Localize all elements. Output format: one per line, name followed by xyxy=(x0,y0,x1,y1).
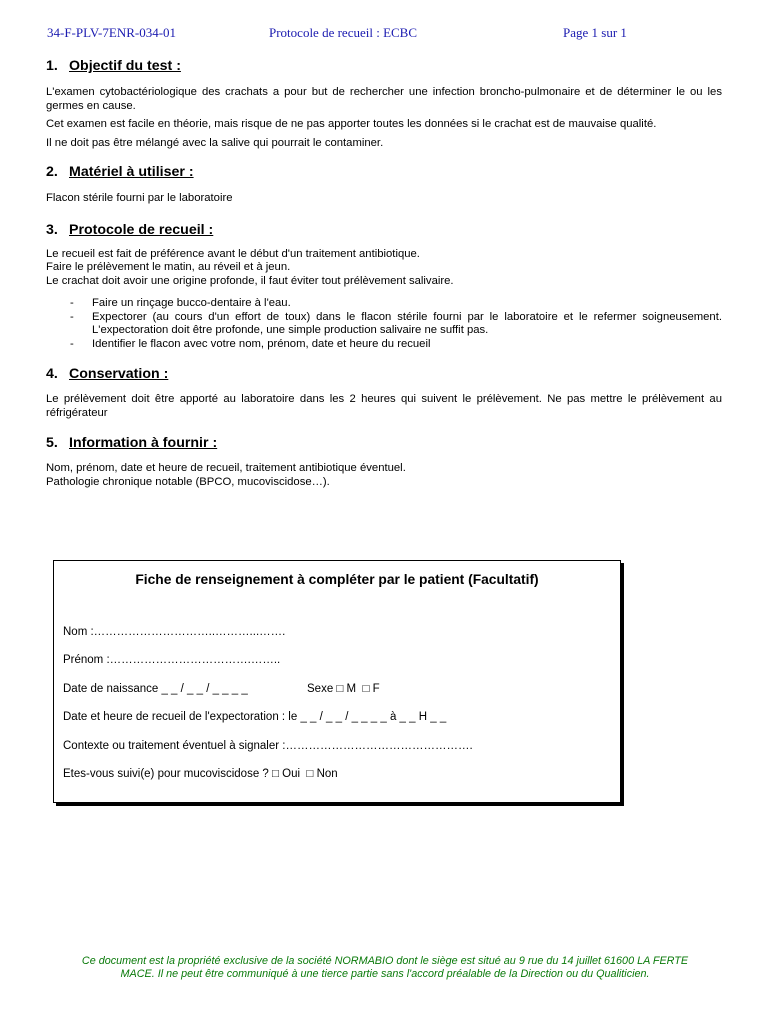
list-item-text: Faire un rinçage bucco-dentaire à l'eau. xyxy=(92,297,291,309)
section-number: 3. xyxy=(46,221,58,238)
footer-line: MACE. Il ne peut être communiqué à une tierce partie sans l'accord préalable de la Direction ou du Qualiticien. xyxy=(120,967,650,980)
section-number: 2. xyxy=(46,164,58,180)
section-heading-information xyxy=(46,435,722,452)
section-heading-protocole xyxy=(46,222,722,239)
section-heading-materiel xyxy=(46,164,722,181)
list-item-text: Identifier le flacon avec votre nom, prénom, date et heure du recueil xyxy=(92,337,431,350)
sex-checkboxes[interactable]: Sexe □ M □ F xyxy=(307,683,380,695)
context-field[interactable]: Contexte ou traitement éventuel à signaler :…………………………………………. xyxy=(63,740,473,752)
page-header xyxy=(0,26,768,42)
form-title: Fiche de renseignement à compléter par le patient (Facultatif) xyxy=(135,572,539,587)
list-item-text: Expectorer (au cours d'un effort de toux) dans le flacon stérile fourni par le laboratoire et le refermer soigneusement. L'expectoration doit être profonde, une simple production salivaire ne suffit pas. xyxy=(92,310,722,336)
first-name-field[interactable]: Prénom :……………………………….…….. xyxy=(63,654,281,666)
footer-line: Ce document est la propriété exclusive de la société NORMABIO dont le siège est situé au 9 rue du 14 juillet 61600 LA FERTE xyxy=(81,955,689,967)
paragraph-line: Faire le prélèvement le matin, au réveil et à jeun. xyxy=(46,261,291,273)
name-field[interactable]: Nom :…………………………..………...……. xyxy=(63,626,286,638)
birth-date-field[interactable]: Date de naissance _ _ / _ _ / _ _ _ _ xyxy=(63,683,248,695)
section-heading-conservation xyxy=(46,366,722,383)
document-title: Protocole de recueil : ECBC xyxy=(269,25,418,40)
section-title: Information à fournir : xyxy=(69,435,218,451)
paragraph-line: Pathologie chronique notable (BPCO, mucoviscidose…). xyxy=(46,475,330,488)
section-title: Conservation : xyxy=(69,366,169,382)
paragraph: Flacon stérile fourni par le laboratoire xyxy=(46,192,233,204)
list-item: - Identifier le flacon avec votre nom, prénom, date et heure du recueil xyxy=(46,338,722,352)
section-title: Protocole de recueil : xyxy=(69,221,214,238)
legal-footer xyxy=(40,955,730,980)
paragraph-line: Le recueil est fait de préférence avant le début d'un traitement antibiotique. xyxy=(46,247,420,260)
paragraph: Cet examen est facile en théorie, mais risque de ne pas apporter toutes les données si le crachat est de mauvaise qualité. xyxy=(46,118,657,130)
paragraph: L'examen cytobactériologique des crachats a pour but de rechercher une infection broncho-pulmonaire et de déterminer le ou les germes en cause. xyxy=(46,86,722,112)
list-item: - Faire un rinçage bucco-dentaire à l'eau. xyxy=(46,297,722,311)
paragraph-line: Nom, prénom, date et heure de recueil, traitement antibiotique éventuel. xyxy=(46,462,406,474)
paragraph: Il ne doit pas être mélangé avec la salive qui pourrait le contaminer. xyxy=(46,136,384,149)
instruction-list xyxy=(46,297,722,351)
section-title: Objectif du test : xyxy=(69,58,181,74)
section-number: 5. xyxy=(46,435,58,451)
document-body xyxy=(46,58,722,489)
paragraph: Le prélèvement doit être apporté au laboratoire dans les 2 heures qui suivent le prélèvement. Ne pas mettre le prélèvement au réfrigérateur xyxy=(46,393,722,419)
paragraph-line: Le crachat doit avoir une origine profonde, il faut éviter tout prélèvement salivaire. xyxy=(46,274,454,287)
mucoviscidosis-checkboxes[interactable]: Etes-vous suivi(e) pour mucoviscidose ? □ Oui □ Non xyxy=(63,768,338,780)
section-heading-objectif xyxy=(46,58,722,75)
patient-information-form xyxy=(53,560,621,803)
document-reference: 34-F-PLV-7ENR-034-01 xyxy=(47,25,177,40)
section-number: 1. xyxy=(46,58,58,74)
page-number: Page 1 sur 1 xyxy=(563,25,627,40)
section-title: Matériel à utiliser : xyxy=(69,164,194,180)
list-item: - Expectorer (au cours d'un effort de toux) dans le flacon stérile fourni par le laboratoire et le refermer soigneusement. L'expectoration doit être profonde, une simple production salivaire ne suffit pas. xyxy=(70,310,722,336)
collection-datetime-field[interactable]: Date et heure de recueil de l'expectoration : le _ _ / _ _ / _ _ _ _ à _ _ H _ _ xyxy=(63,711,447,723)
section-number: 4. xyxy=(46,366,58,382)
